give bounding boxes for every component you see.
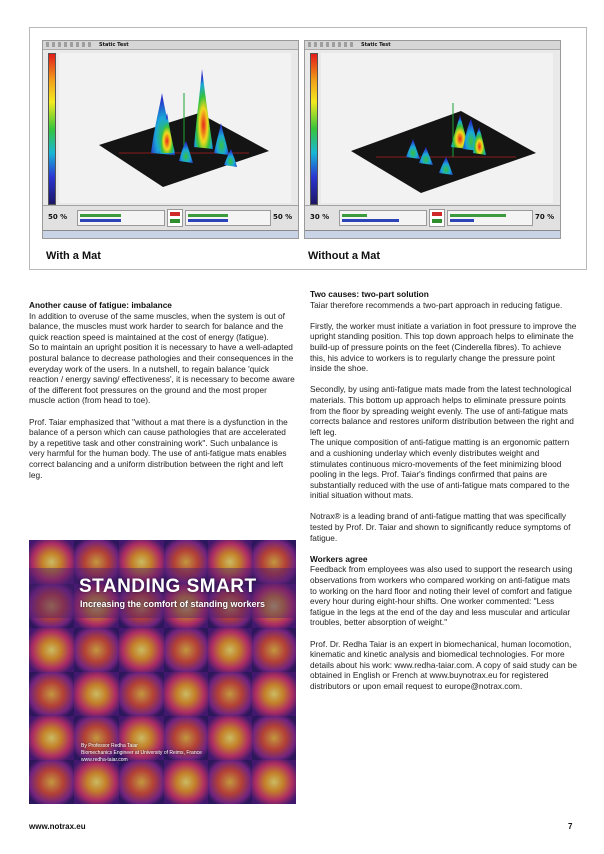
right-column [310,289,578,702]
paragraph: Feedback from employees was also used to support the research using observations from workers who compared working on anti-fatigue mats to working on the hard floor and noting their level of comfort and fatigue every hour during eight-hour shifts. One worker commented: "Less fatigue in the legs at the end of the day and less muscular and articular troubles, better absorption of weight." [310,564,573,628]
foot-indicator [429,209,445,227]
taskbar [305,230,560,238]
paragraph: Taiar therefore recommends a two-part approach in reducing fatigue. [310,299,563,310]
book-cover-image [29,540,296,804]
toolbar-icons [46,42,94,47]
section-heading: Workers agree [310,553,368,564]
window-title: Static Test [99,42,129,48]
author-line: Biomechanics Engineer at University of Reims, France [81,750,202,756]
right-foot-percent: 50 % [273,213,293,221]
author-line: By Professor Redha Taiar [81,743,138,749]
left-foot-percent: 50 % [48,213,68,221]
paragraph: Prof. Taiar emphasized that "without a mat there is a dysfunction in the balance of a person which can cause pathologies that are accelerated by a repetitive task and other constraining work". Such unbalance is very harmful for the human body. The use of anti-fatigue mats enables correct balancing and a uniform distribution between the right and left leg. [29,416,288,480]
balance-panel [305,205,560,231]
right-balance-bars [447,210,533,226]
section-heading: Another cause of fatigue: imbalance [29,300,172,310]
paragraph: The unique composition of anti-fatigue matting is an ergonomic pattern and a cushioning underlay which evenly distributes weight and stimulates continuous micro-movements of the feet minimizing blood pooling in the legs. Prof. Taiar's findings confirmed that pains are substantially reduced with the use of anti-fatigue mats compared to the initial situation without mats. [310,437,570,501]
pressure-figure [29,27,587,270]
bar-blue [342,219,399,222]
left-foot-percent: 30 % [310,213,330,221]
pressure-map-with-mat [42,40,299,239]
footer-website: www.notrax.eu [29,822,86,831]
bar-blue [450,219,474,222]
bar-green [80,214,121,217]
book-title: STANDING SMART [79,576,257,597]
window-titlebar [43,41,298,50]
window-title: Static Test [361,42,391,48]
caption-with-mat: With a Mat [46,250,101,262]
foot-indicator [167,209,183,227]
author-line: www.redha-taiar.com [81,757,128,763]
caption-without-mat: Without a Mat [308,250,380,262]
paragraph: Firstly, the worker must initiate a variation in foot pressure to improve the upright standing position. This top down approach helps to eliminate the build-up of pressure points on the feet (Cinderella fibres). To achieve this, his advice to workers is to regularly change the pressure point inside the shoe. [310,320,577,374]
section-heading: Two causes: two-part solution [310,289,429,299]
left-balance-bars [77,210,165,226]
bar-blue [188,219,228,222]
pressure-3d-plot [321,53,553,203]
page-number: 7 [568,822,573,831]
paragraph: So to maintain an upright position it is necessary to have a well-adapted postural balance to decrease pathologies and their consequences in the everyday work of the users. In a nutshell, to regain balance 'quick reaction / energy saving/ effectiveness', it is necessary to become aware of the different foot pressures on the ground and the most proper muscle action (from head to toe). [29,342,295,406]
bar-green [450,214,506,217]
left-balance-bars [339,210,427,226]
balance-panel [43,205,298,231]
bar-green [342,214,367,217]
paragraph: Secondly, by using anti-fatigue mats made from the latest technological materials. This bottom up approach helps to eliminate pressure points from the floor by spreading weight evenly. The use of anti-fatigue mats corrects balance and restores uniform distribution between the right and left leg. [310,384,574,437]
paragraph: In addition to overuse of the same muscles, when the system is out of balance, the muscles must work harder to search for balance and the quick reaction speed is maintained at the cost of energy (fatigue). [29,310,285,342]
book-author-block [81,743,202,764]
bar-green [188,214,228,217]
toolbar-icons [308,42,356,47]
paragraph: Prof. Dr. Redha Taiar is an expert in biomechanical, human locomotion, kinematic and kinetic analysis and biomedical technologies. For more details about his work: www.redha-taiar.com. A copy of said study can be obtained in English or French at www.buynotrax.eu for registered distributors or upon email request to europe@notrax.com. [310,638,578,691]
right-balance-bars [185,210,271,226]
paragraph: Notrax® is a leading brand of anti-fatigue matting that was specifically tested by Prof. Dr. Taiar and shown to significantly reduce symptoms of fatigue. [310,511,571,543]
pressure-color-scale [48,53,56,205]
bar-blue [80,219,121,222]
left-column [29,300,295,491]
book-subtitle: Increasing the comfort of standing workers [80,599,266,609]
right-foot-percent: 70 % [535,213,555,221]
pressure-map-without-mat [304,40,561,239]
pressure-3d-plot [59,53,291,203]
taskbar [43,230,298,238]
window-titlebar [305,41,560,50]
pressure-color-scale [310,53,318,205]
